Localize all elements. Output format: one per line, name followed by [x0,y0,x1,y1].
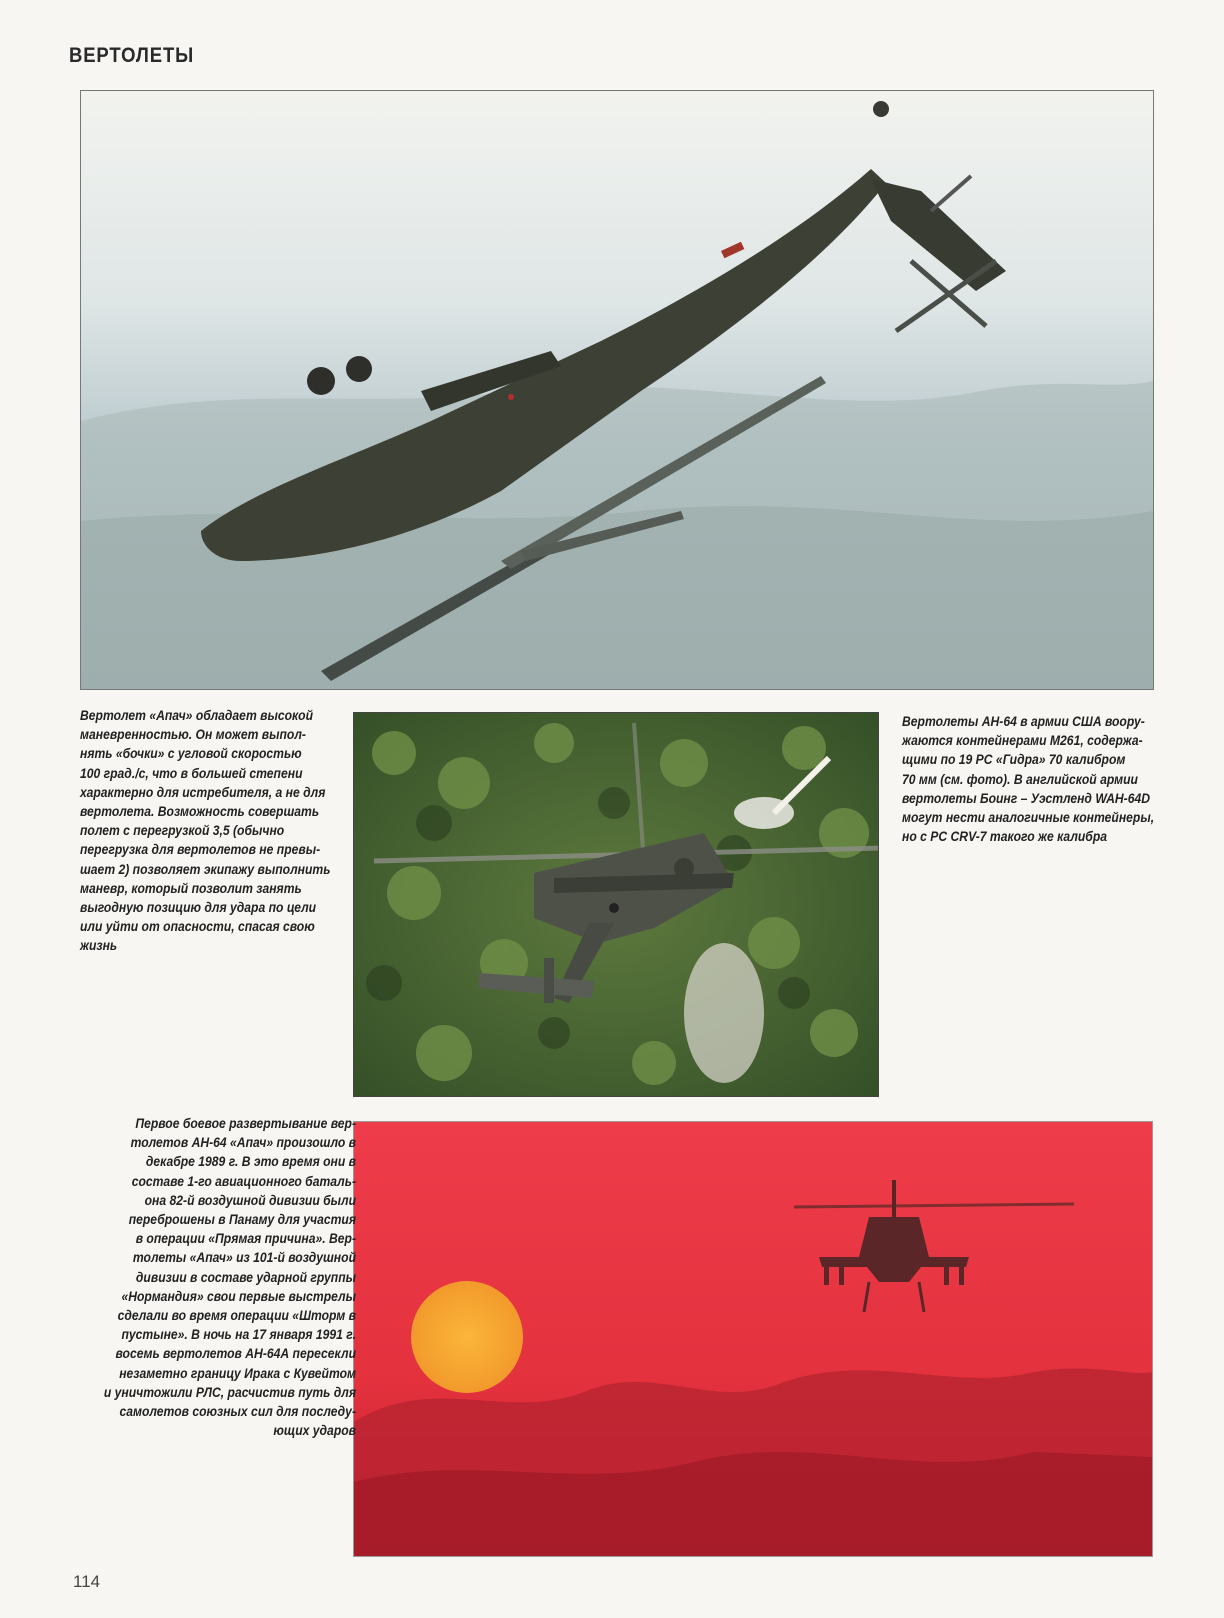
caption-line: Вертолет «Апач» обладает высокой [80,708,314,723]
section-title: ВЕРТОЛЕТЫ [69,44,195,67]
caption-left [80,706,331,956]
caption-line: дивизии в составе ударной группы [135,1269,356,1285]
caption-line: незаметно границу Ирака с Кувейтом [119,1365,356,1381]
caption-line: составе 1-го авиационного баталь- [131,1173,356,1189]
caption-line: нять «бочки» с угловой скоростью [80,746,302,762]
caption-line: и уничтожили РЛС, расчистив путь для [103,1384,356,1400]
caption-line: могут нести аналогичные контейнеры, [902,810,1155,826]
caption-line: полет с перегрузкой 3,5 (обычно [80,823,285,839]
caption-line: сделали во время операции «Шторм в [117,1308,356,1324]
photo-helicopter-rockets [353,712,879,1097]
caption-line: «Нормандия» свои первые выстрелы [121,1288,356,1304]
caption-line: 70 мм (см. фото). В английской армии [902,771,1138,787]
caption-line: переброшены в Панаму для участия [128,1212,356,1228]
caption-right [902,712,1155,846]
caption-line: вертолета. Возможность совершать [80,804,320,820]
caption-line: жаются контейнерами М261, содержа- [902,733,1143,749]
caption-line: самолетов союзных сил для последу- [119,1404,356,1420]
caption-line: 100 град./с, что в большей степени [80,765,303,781]
caption-line: восемь вертолетов АН-64А пересекли [115,1346,356,1362]
caption-line: маневр, который позволит занять [80,880,302,896]
caption-line: но с РС CRV-7 такого же калибра [902,829,1108,845]
caption-line: толетов АН-64 «Апач» произошло в [130,1135,356,1151]
caption-line: маневренностью. Он может выпол- [80,727,306,743]
caption-line: декабре 1989 г. В это время они в [145,1154,356,1170]
caption-line: Вертолеты АН-64 в армии США воору- [902,714,1145,729]
caption-line: шает 2) позволяет экипажу выполнить [80,861,331,877]
page-number: 114 [73,1572,101,1591]
caption-line: вертолеты Боинг – Уэстленд WAH-64D [902,790,1151,806]
caption-line: или уйти от опасности, спасая свою [80,919,315,935]
caption-line: выгодную позицию для удара по цели [80,900,317,916]
caption-bottom [72,1114,356,1440]
caption-line: она 82-й воздушной дивизии были [144,1192,356,1208]
caption-line: толеты «Апач» из 101-й воздушной [132,1250,356,1266]
caption-line: пустыне». В ночь на 17 января 1991 г. [121,1327,356,1343]
photo-helicopter-roll [80,90,1154,690]
caption-line: в операции «Прямая причина». Вер- [135,1231,356,1247]
photo-helicopter-sunset [353,1121,1153,1557]
caption-line: Первое боевое развертывание вер- [135,1116,356,1131]
caption-line: жизнь [80,938,118,954]
caption-line: щими по 19 РС «Гидра» 70 калибром [902,752,1126,768]
caption-line: характерно для истребителя, а не для [80,784,326,800]
caption-line: перегрузка для вертолетов не превы- [80,842,321,858]
caption-line: ющих ударов [273,1423,356,1439]
